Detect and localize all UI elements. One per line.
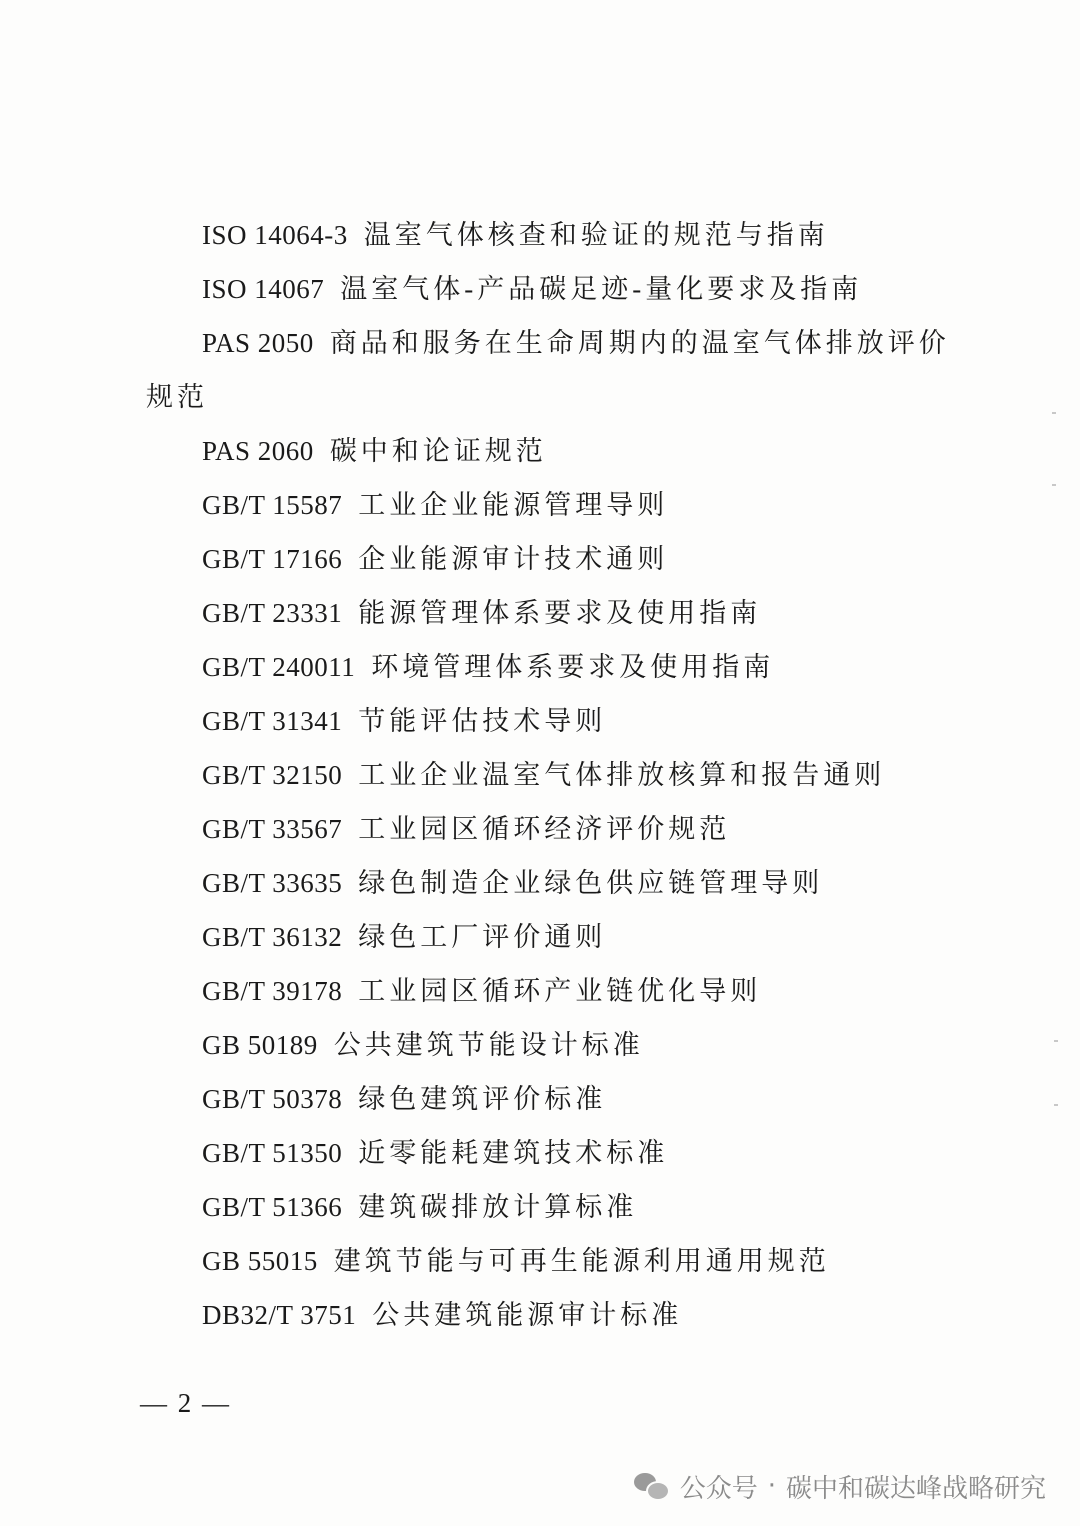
reference-item (146, 1288, 966, 1342)
page-number: — 2 — (140, 1388, 231, 1418)
reference-item (146, 424, 966, 478)
reference-code: PAS 2060 (202, 436, 314, 466)
scan-mark (1054, 1040, 1058, 1042)
reference-item (146, 316, 966, 424)
reference-code: GB/T 50378 (202, 1084, 343, 1114)
reference-code: GB/T 36132 (202, 922, 343, 952)
reference-title: 近零能耗建筑技术标准 (358, 1138, 669, 1168)
reference-code: GB/T 31341 (202, 706, 343, 736)
reference-item (146, 1072, 966, 1126)
reference-item (146, 262, 966, 316)
reference-item (146, 208, 966, 262)
reference-item (146, 1180, 966, 1234)
reference-title: 温室气体核查和验证的规范与指南 (363, 220, 829, 250)
reference-item (146, 856, 966, 910)
reference-code: GB/T 17166 (202, 544, 343, 574)
reference-code: GB/T 39178 (202, 976, 343, 1006)
reference-item (146, 802, 966, 856)
reference-item (146, 478, 966, 532)
reference-item (146, 640, 966, 694)
reference-code: ISO 14067 (202, 274, 325, 304)
reference-item (146, 964, 966, 1018)
reference-title: 节能评估技术导则 (358, 706, 607, 736)
reference-item (146, 532, 966, 586)
reference-list (146, 208, 966, 1342)
reference-code: GB/T 15587 (202, 490, 343, 520)
reference-title: 绿色制造企业绿色供应链管理导则 (358, 868, 824, 898)
reference-code: GB 55015 (202, 1246, 318, 1276)
reference-code: ISO 14064-3 (202, 220, 348, 250)
reference-title: 建筑节能与可再生能源利用通用规范 (333, 1246, 830, 1276)
reference-item (146, 748, 966, 802)
reference-code: GB 50189 (202, 1030, 318, 1060)
reference-item (146, 1018, 966, 1072)
reference-code: GB/T 33567 (202, 814, 343, 844)
reference-title: 工业园区循环产业链优化导则 (358, 976, 762, 1006)
reference-title: 碳中和论证规范 (329, 436, 547, 466)
reference-code: GB/T 33635 (202, 868, 343, 898)
reference-code: GB/T 32150 (202, 760, 343, 790)
reference-code: GB/T 51350 (202, 1138, 343, 1168)
reference-title: 建筑碳排放计算标准 (358, 1192, 638, 1222)
reference-title: 商品和服务在生命周期内的温室气体排放评价规范 (146, 328, 950, 412)
wechat-watermark (634, 1466, 1046, 1506)
reference-title: 绿色工厂评价通则 (358, 922, 607, 952)
reference-item (146, 910, 966, 964)
reference-title: 公共建筑能源审计标准 (372, 1300, 683, 1330)
reference-item (146, 1234, 966, 1288)
reference-title: 工业企业能源管理导则 (358, 490, 669, 520)
reference-code: DB32/T 3751 (202, 1300, 357, 1330)
reference-item (146, 586, 966, 640)
wechat-icon (634, 1471, 668, 1501)
reference-title: 公共建筑节能设计标准 (333, 1030, 644, 1060)
reference-title: 能源管理体系要求及使用指南 (358, 598, 762, 628)
reference-code: GB/T 23331 (202, 598, 343, 628)
reference-item (146, 1126, 966, 1180)
watermark-separator: · (767, 1471, 776, 1501)
reference-title: 温室气体-产品碳足迹-量化要求及指南 (340, 274, 863, 304)
reference-title: 环境管理体系要求及使用指南 (371, 652, 775, 682)
reference-title: 企业能源审计技术通则 (358, 544, 669, 574)
reference-code: GB/T 240011 (202, 652, 356, 682)
scan-mark (1052, 412, 1056, 414)
reference-code: PAS 2050 (202, 328, 314, 358)
reference-title: 工业园区循环经济评价规范 (358, 814, 731, 844)
scan-mark (1052, 484, 1056, 486)
watermark-account: 碳中和碳达峰战略研究 (785, 1473, 1046, 1504)
reference-code: GB/T 51366 (202, 1192, 343, 1222)
watermark-label: 公众号 (679, 1473, 758, 1504)
scan-mark (1054, 1104, 1058, 1106)
reference-item (146, 694, 966, 748)
reference-title: 工业企业温室气体排放核算和报告通则 (358, 760, 886, 790)
reference-title: 绿色建筑评价标准 (358, 1084, 607, 1114)
